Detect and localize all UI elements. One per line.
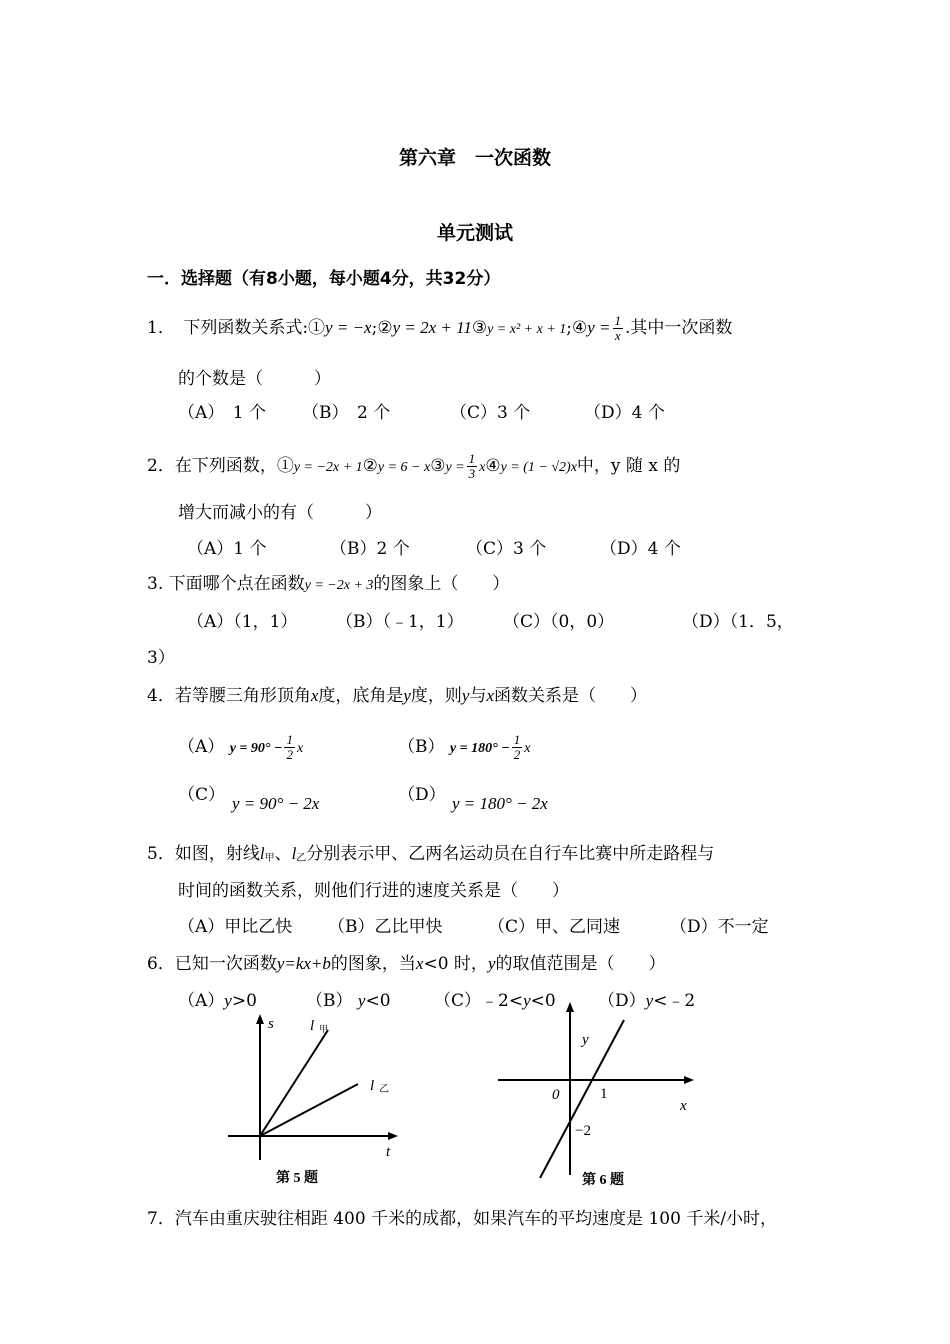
q4-text-c: 度，则 <box>410 686 462 706</box>
q5-l2: l <box>291 844 297 863</box>
q3-option-b: （B）（﹣1，1） <box>336 612 464 632</box>
fig5-axis-t: t <box>386 1144 391 1160</box>
q4-option-b-label: （B） <box>398 737 445 757</box>
q1-formula-4-lhs: y = <box>587 318 611 337</box>
fig6-caption: 第 6 题 <box>582 1173 624 1188</box>
q6-cond-var: x <box>415 954 424 973</box>
q4-a-num: 1 <box>286 732 293 747</box>
q6-option-b <box>306 990 391 1012</box>
question-5 <box>147 843 714 870</box>
q1-formula-4-fraction <box>613 314 624 343</box>
q6-option-a <box>178 990 257 1012</box>
q2-f3-den: 3 <box>468 466 476 481</box>
q6-d-rest: <﹣2 <box>653 991 696 1011</box>
q4-text-e: 函数关系是（ ） <box>494 686 648 706</box>
q6-tail: 的取值范围是（ ） <box>495 954 666 974</box>
q4-option-b-fraction <box>512 733 523 762</box>
q6-a-rest: >0 <box>231 991 257 1011</box>
fig6-axis-y: y <box>582 1032 589 1048</box>
q4-option-a <box>178 733 303 762</box>
q1-sep-2: ;② <box>371 318 393 338</box>
q1-formula-3: y = x² + x + 1 <box>487 322 567 337</box>
unit-subtitle: 单元测试 <box>436 222 513 244</box>
q6-b-rest: <0 <box>365 991 391 1011</box>
q2-formula-3-lhs: y = <box>445 460 465 475</box>
q1-tail: .其中一次函数 <box>625 318 733 338</box>
q2-formula-2: y = 6 − x <box>377 460 431 475</box>
q5-text-c: 分别表示甲、乙两名运动员在自行车比赛中所走路程与 <box>306 844 715 864</box>
q6-c-rest: <0 <box>530 991 556 1011</box>
fig5-line-jia <box>260 1030 328 1136</box>
q3-option-a: （A）（1，1） <box>187 612 298 632</box>
q3-option-c: （C）（0，0） <box>503 612 615 632</box>
q6-var-y: y <box>487 954 496 973</box>
question-4 <box>147 685 647 707</box>
q4-b-den: 2 <box>513 747 521 762</box>
q2-option-b: （B）2 个 <box>330 539 410 559</box>
q5-line-2: 时间的函数关系，则他们行进的速度关系是（ ） <box>178 881 569 901</box>
section-heading: 一．选择题（有8小题，每小题4分，共32分） <box>147 269 501 289</box>
q5-option-a: （A）甲比乙快 <box>178 917 293 937</box>
q2-formula-3-fraction <box>467 452 478 481</box>
q4-option-a-fraction <box>284 733 295 762</box>
q6-formula: y=kx+b <box>276 954 331 973</box>
q3-lead: 3. 下面哪个点在函数 <box>147 574 305 594</box>
q6-b-label: （B） <box>306 991 353 1011</box>
q4-option-b <box>398 733 530 762</box>
q1-f4-den: x <box>614 328 621 343</box>
q2-option-c: （C）3 个 <box>466 539 547 559</box>
q1-lead: 1． 下列函数关系式:① <box>147 318 326 338</box>
q5-option-b: （B）乙比甲快 <box>328 917 443 937</box>
q4-text-d: 与 <box>469 686 487 706</box>
q1-option-d: （D）4 个 <box>584 403 665 423</box>
q6-d-var: y <box>645 991 654 1010</box>
q4-option-d-formula: y = 180° − 2x <box>452 794 548 813</box>
q6-c-var: y <box>523 991 531 1010</box>
q4-option-a-rhs: x <box>296 741 304 756</box>
fig5-x-arrow <box>388 1132 398 1140</box>
q2-sep-4: ④ <box>485 456 501 476</box>
q5-l1: l <box>259 844 265 863</box>
question-6 <box>147 953 665 975</box>
q4-b-num: 1 <box>513 732 521 747</box>
q4-var-x-2: x <box>486 686 495 705</box>
question-7: 7．汽车由重庆驶往相距 400 千米的成都，如果汽车的平均速度是 100 千米/小时， <box>147 1209 778 1229</box>
q2-sep-2: ② <box>362 456 378 476</box>
q6-text-a: 6．已知一次函数 <box>147 954 277 974</box>
q1-sep-4: ;④ <box>566 318 588 338</box>
fig5-y-arrow <box>256 1014 264 1024</box>
fig6-x-arrow <box>684 1076 694 1084</box>
q1-line-2: 的个数是（ ） <box>178 369 331 389</box>
q2-sep-3: ③ <box>430 456 446 476</box>
fig5-label-l2-sub: 乙 <box>379 1084 389 1095</box>
q4-option-b-rhs: x <box>524 741 531 756</box>
q2-formula-4: y = (1 − √2)x <box>500 460 577 475</box>
q6-cond: <0 时， <box>423 954 488 974</box>
q5-option-c: （C）甲、乙同速 <box>488 917 621 937</box>
q3-option-d-wrap: 3） <box>147 648 175 668</box>
q5-l2-sub: 乙 <box>296 853 307 864</box>
q2-line-2: 增大而减小的有（ ） <box>178 503 382 523</box>
question-3 <box>147 573 509 597</box>
q6-b-var: y <box>357 991 366 1010</box>
question-2 <box>147 452 680 481</box>
fig6-x-intercept: 1 <box>600 1086 608 1102</box>
fig5-line-yi <box>260 1084 358 1136</box>
fig6-origin: 0 <box>552 1087 560 1103</box>
fig6-axis-x: x <box>680 1098 687 1114</box>
q4-text-b: 度，底角是 <box>318 686 404 706</box>
q3-tail: 的图象上（ ） <box>373 574 510 594</box>
q5-option-d: （D）不一定 <box>670 917 769 937</box>
chapter-title: 第六章 一次函数 <box>398 147 551 169</box>
q5-text-a: 5．如图，射线 <box>147 844 260 864</box>
fig6-y-arrow <box>566 1002 574 1012</box>
q2-lead: 2．在下列函数，① <box>147 456 294 476</box>
q1-option-c: （C）3 个 <box>450 403 531 423</box>
q1-formula-2: y = 2x + 11 <box>392 318 472 337</box>
q4-option-b-lhs: y = 180° − <box>449 741 510 756</box>
fig5-caption: 第 5 题 <box>276 1171 318 1186</box>
fig6-y-intercept: −2 <box>575 1123 591 1139</box>
q4-a-den: 2 <box>286 747 293 762</box>
q6-a-var: y <box>224 991 232 1010</box>
q4-var-y-2: y <box>461 686 470 705</box>
q5-text-b: 、 <box>274 844 292 864</box>
q4-option-c-formula: y = 90° − 2x <box>232 794 320 813</box>
q4-text-a: 4．若等腰三角形顶角 <box>147 686 311 706</box>
q6-d-label: （D） <box>598 991 646 1011</box>
q5-l1-sub: 甲 <box>264 853 275 864</box>
q4-option-c-label: （C） <box>178 785 226 805</box>
figure-6 <box>490 1000 705 1195</box>
q6-c-label: （C）﹣2< <box>434 991 524 1011</box>
q1-option-a: （A） 1 个 <box>178 403 266 423</box>
figure-5 <box>220 1010 410 1190</box>
q6-text-b: 的图象，当 <box>330 954 416 974</box>
q4-var-x: x <box>310 686 319 705</box>
q1-sep-3: ③ <box>471 318 488 338</box>
fig5-axis-s: s <box>268 1016 274 1032</box>
fig5-label-l1: l <box>310 1018 315 1034</box>
q6-a-label: （A） <box>178 991 225 1011</box>
fig5-label-l1-sub: 甲 <box>319 1024 329 1034</box>
q2-option-a: （A）1 个 <box>187 539 267 559</box>
q4-option-d-label: （D） <box>398 785 446 805</box>
q4-var-y: y <box>403 686 411 705</box>
q1-formula-1: y = −x <box>325 318 372 337</box>
q3-formula: y = −2x + 3 <box>304 578 374 593</box>
q2-f3-num: 1 <box>468 451 476 466</box>
q4-option-a-lhs: y = 90° − <box>229 741 283 756</box>
q2-option-d: （D）4 个 <box>600 539 681 559</box>
q3-option-d: （D）（1．5， <box>682 612 794 632</box>
q2-formula-3-rhs: x <box>479 460 486 475</box>
q2-formula-1: y = −2x + 1 <box>293 460 363 475</box>
fig5-label-l2: l <box>370 1078 375 1094</box>
q2-tail: 中，y 随 x 的 <box>576 456 681 476</box>
q1-option-b: （B） 2 个 <box>302 403 391 423</box>
q1-f4-num: 1 <box>614 313 622 328</box>
q4-option-a-label: （A） <box>178 737 225 757</box>
question-1 <box>147 314 732 343</box>
